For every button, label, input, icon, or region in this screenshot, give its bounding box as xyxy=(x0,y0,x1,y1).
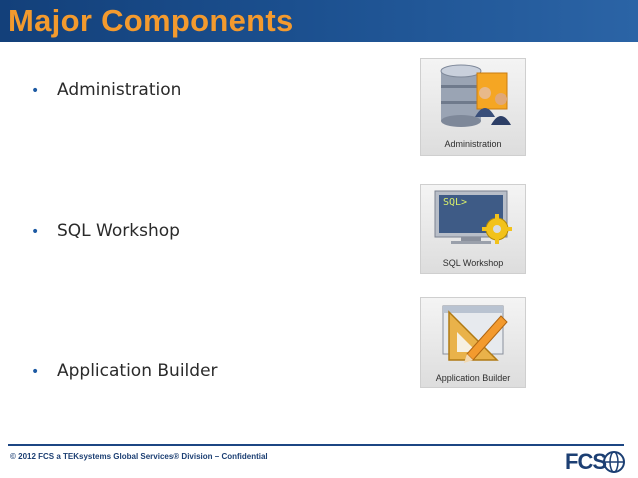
fcs-logo-text: FCS xyxy=(565,449,606,474)
tile-label: Administration xyxy=(444,139,502,149)
bullet-application-builder xyxy=(31,360,218,383)
bullet-dot: • xyxy=(31,83,40,99)
tile-label: Application Builder xyxy=(435,373,511,383)
screen-text: SQL> xyxy=(443,197,468,208)
bullet-sql-workshop xyxy=(31,220,180,243)
globe-icon xyxy=(603,451,625,473)
bullet-administration xyxy=(31,79,181,102)
database-users-icon xyxy=(421,59,527,139)
footer-divider xyxy=(8,444,624,446)
title-bar xyxy=(0,0,638,42)
bullet-label: SQL Workshop xyxy=(57,221,180,241)
ruler-pencil-icon xyxy=(421,298,527,370)
sql-monitor-gear-icon xyxy=(421,185,527,253)
bullet-label: Administration xyxy=(57,80,182,100)
fcs-logo xyxy=(563,449,625,475)
tile-label: SQL Workshop xyxy=(442,258,504,268)
slide-title: Major Components xyxy=(8,3,294,38)
bullet-label: Application Builder xyxy=(57,361,218,381)
administration-tile[interactable] xyxy=(420,58,526,156)
application-builder-tile[interactable] xyxy=(420,297,526,388)
footer-copyright: © 2012 FCS a TEKsystems Global Services® Division – Confidential xyxy=(10,452,268,461)
bullet-dot: • xyxy=(31,224,40,240)
bullet-dot: • xyxy=(31,364,40,380)
sql-workshop-tile[interactable] xyxy=(420,184,526,274)
